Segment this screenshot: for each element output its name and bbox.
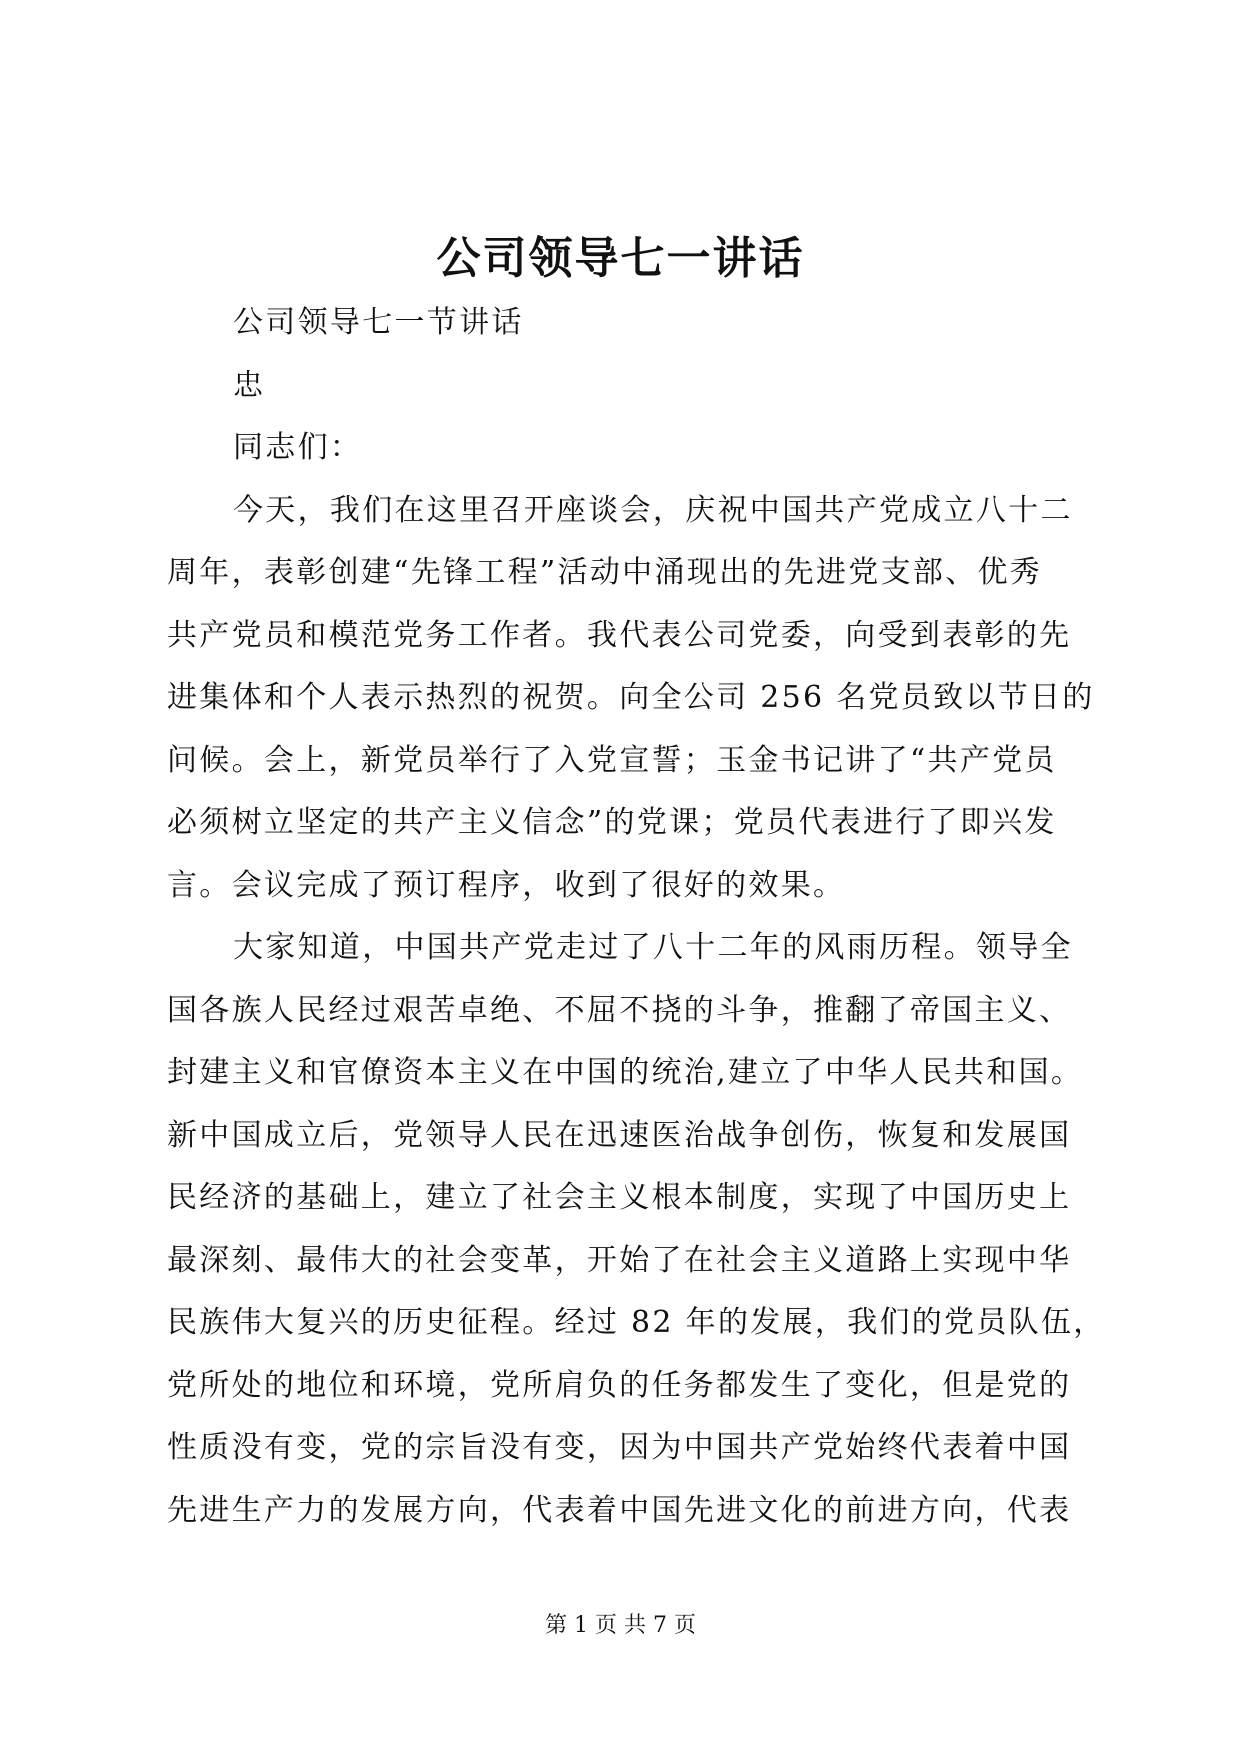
text-line: 言。会议完成了预订程序，收到了很好的效果。 (167, 867, 846, 903)
text-line: 最深刻、最伟大的社会变革，开始了在社会主义道路上实现中华 (167, 1242, 1072, 1278)
text-line: 今天，我们在这里召开座谈会，庆祝中国共产党成立八十二 (233, 492, 1073, 528)
text-line: 公司领导七一节讲话 (233, 305, 524, 340)
document-body (167, 292, 1106, 1542)
text-line: 进集体和个人表示热烈的祝贺。向全公司 256 名党员致以节日的 (167, 680, 1095, 715)
text-line: 必须树立坚定的共产主义信念”的党课；党员代表进行了即兴发 (167, 805, 1057, 840)
text-line: 党所处的地位和环境，党所肩负的任务都发生了变化，但是党的 (167, 1367, 1072, 1403)
text-line: 性质没有变，党的宗旨没有变，因为中国共产党始终代表着中国 (167, 1430, 1072, 1465)
document-title: 公司领导七一讲话 (436, 233, 805, 284)
text-line: 忠 (233, 367, 266, 403)
page-footer: 第 1 页 共 7 页 (545, 1613, 696, 1638)
text-line: 同志们： (233, 430, 363, 465)
text-line: 问候。会上，新党员举行了入党宣誓；玉金书记讲了“共产党员 (167, 742, 1057, 778)
text-line: 民经济的基础上，建立了社会主义根本制度，实现了中国历史上 (167, 1180, 1072, 1215)
text-line: 周年，表彰创建“先锋工程”活动中涌现出的先进党支部、优秀 (167, 555, 1043, 590)
text-line: 国各族人民经过艰苦卓绝、不屈不挠的斗争，推翻了帝国主义、 (167, 992, 1072, 1028)
text-line: 先进生产力的发展方向，代表着中国先进文化的前进方向，代表 (167, 1492, 1072, 1528)
text-line: 民族伟大复兴的历史征程。经过 82 年的发展，我们的党员队伍， (167, 1305, 1106, 1340)
text-line: 共产党员和模范党务工作者。我代表公司党委，向受到表彰的先 (167, 617, 1072, 653)
text-line: 新中国成立后，党领导人民在迅速医治战争创伤，恢复和发展国 (167, 1117, 1072, 1153)
text-line: 封建主义和官僚资本主义在中国的统治,建立了中华人民共和国。 (167, 1055, 1084, 1090)
text-line: 大家知道，中国共产党走过了八十二年的风雨历程。领导全 (233, 930, 1073, 965)
